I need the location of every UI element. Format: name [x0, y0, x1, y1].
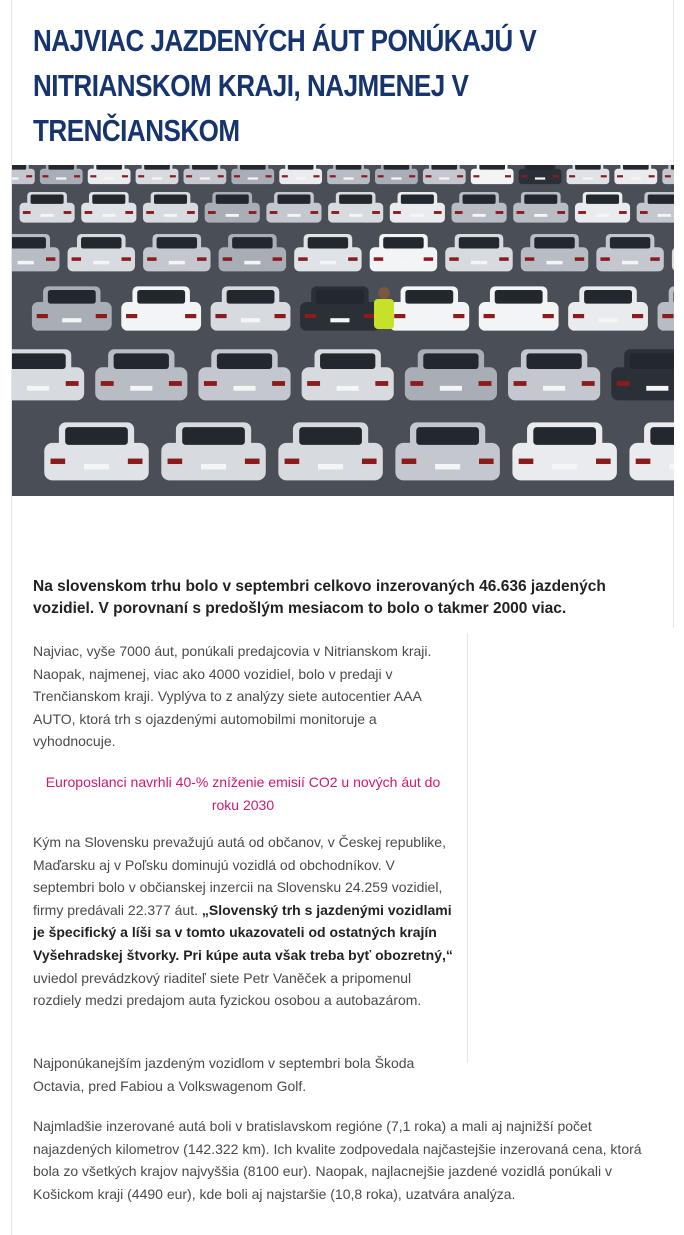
parked-car: [512, 422, 617, 480]
paragraph-2-text-before: Kým na Slovensku prevažujú autá od občanov, v Českej republike, Maďarsku aj v Poľsku dominujú vozidlá od obchodníkov. V septembri bolo v občianskej inzercii na Slovensku 24.259 vozidiel, firmy predávali 22.377 áut.: [33, 834, 446, 918]
parked-car: [136, 165, 179, 184]
parked-car: [198, 349, 290, 400]
parked-car: [20, 192, 75, 223]
parked-car: [445, 234, 512, 271]
parked-car: [568, 286, 648, 330]
parked-car: [81, 192, 136, 223]
parked-car: [521, 234, 588, 271]
parked-car: [375, 165, 418, 184]
parked-car: [596, 234, 663, 271]
parked-car: [479, 286, 559, 330]
article-headline: NAJVIAC JAZDENÝCH ÁUT PONÚKAJÚ V NITRIANSKOM KRAJI, NAJMENEJ V TRENČIANSKOM: [33, 23, 537, 148]
parked-car: [405, 349, 497, 400]
parked-car: [211, 286, 291, 330]
related-article-link[interactable]: Europoslanci navrhli 40-% zníženie emisií CO2 u nových áut do roku 2030: [45, 774, 441, 813]
parked-car: [302, 349, 394, 400]
parked-car: [519, 165, 562, 184]
parked-car: [508, 349, 600, 400]
parked-car: [219, 234, 286, 271]
article-lead: Na slovenskom trhu bolo v septembri celkovo inzerovaných 46.636 jazdených vozidiel. V porovnaní s predošlým mesiacom to bolo o takmer 2000 viac.: [33, 578, 606, 617]
parked-car: [567, 165, 610, 184]
parked-car: [370, 234, 437, 271]
paragraph-3: Najponúkanejším jazdeným vozidlom v septembri bola Škoda Octavia, pred Fabiou a Volkswagenom Golf.: [33, 1055, 415, 1094]
parked-car: [88, 165, 131, 184]
column-divider: [467, 633, 468, 1063]
parked-car: [575, 192, 630, 223]
parked-car: [40, 165, 83, 184]
parked-car: [513, 192, 568, 223]
parked-car: [143, 192, 198, 223]
parked-car: [452, 192, 507, 223]
parked-car: [32, 286, 112, 330]
paragraph-2-text-after: uviedol prevádzkový riaditeľ siete Petr Vaněček a pripomenul rozdiely medzi predajom auta fyzickou osobou a autobazárom.: [33, 969, 422, 1009]
parked-car: [266, 192, 321, 223]
paragraph-2: [33, 831, 453, 1012]
parked-car: [614, 165, 657, 184]
parked-car: [327, 165, 370, 184]
paragraph-1: Najviac, vyše 7000 áut, ponúkali predajcovia v Nitrianskom kraji. Naopak, najmenej, viac ako 4000 vozidiel, bolo v predaji v Trenčianskom kraji. Vyplýva to z analýzy siete autocentier AAA AUTO, ktorá trh s ojazdenými automobilmi monitoruje a vyhodnocuje.: [33, 643, 432, 750]
parked-car: [300, 286, 380, 330]
parked-car: [471, 165, 514, 184]
parked-car: [279, 165, 322, 184]
parked-car: [231, 165, 274, 184]
parked-car: [143, 234, 210, 271]
parked-car: [205, 192, 260, 223]
paragraph-2-quote: „Slovenský trh s jazdenými vozidlami je špecifický a líši sa v tomto ukazovateli od ostatných krajín Vyšehradskej štvorky. Pri kúpe auta však treba byť obozretný,“: [33, 901, 453, 963]
parked-car: [161, 422, 265, 480]
paragraph-4: Najmladšie inzerované autá boli v bratislavskom regióne (7,1 roka) a mali aj najnižší počet najazdených kilometrov (142.322 km). Ich kvalite zodpovedala najčastejšie inzerovaná cena, ktorá bola zo všetkých krajov najvyššia (8100 eur). Naopak, najlacnejšie jazdené vozidlá ponúkali v Košickom kraji (4490 eur), kde boli aj najstaršie (10,8 roka), uzatvára analýza.: [33, 1118, 642, 1202]
parked-car: [184, 165, 227, 184]
parked-car: [294, 234, 361, 271]
parked-cars-photo: [12, 165, 674, 496]
parked-car: [389, 286, 469, 330]
parked-car: [121, 286, 201, 330]
parked-car: [395, 422, 500, 480]
parked-car: [44, 422, 149, 480]
parked-car: [390, 192, 445, 223]
hero-image-car-lot: [12, 165, 674, 496]
parked-car: [423, 165, 466, 184]
parked-car: [328, 192, 383, 223]
parked-car: [68, 234, 135, 271]
parked-car: [278, 422, 383, 480]
parked-car: [95, 349, 187, 400]
